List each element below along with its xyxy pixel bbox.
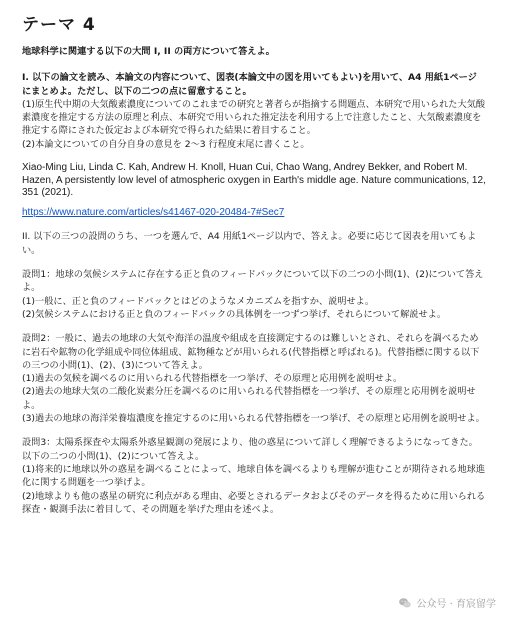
part2-heading: II. 以下の三つの設問のうち、一つを選んで、A4 用紙1ページ以内で、答えよ。必要に応じて図表を用いてもよい。 [22, 231, 477, 256]
question-2-sub-1: (1)過去の気候を調べるのに用いられる代替指標を一つ挙げ、その原理と応用例を説明せよ。 [22, 373, 403, 385]
question-3-sub-2: (2)地球よりも他の惑星の研究に利点がある理由、必要とされるデータおよびそのデータを得るために用いられる探査・観測手法に着目して、その問題を挙げた理由を述べよ。 [22, 490, 486, 515]
watermark-text: 公众号 · 育宸留学 [416, 599, 496, 610]
reference-citation: Xiao-Ming Liu, Linda C. Kah, Andrew H. Knoll, Huan Cui, Chao Wang, Andrey Bekker, and Robert M. Hazen, A persistently low level of atmospheric oxygen in Earth's middle age. Nature communications, 12, 351 (2021). [22, 162, 486, 199]
question-3-sub-1: (1)将来的に地球以外の惑星を調べることによって、地球自体を調べるよりも理解が進むことが期待される地球進化に関する問題を一つ挙げよ。 [22, 463, 486, 489]
part1-item-1: (1)原生代中期の大気酸素濃度についてのこれまでの研究と著者らが指摘する問題点、本研究で用いられた大気酸素濃度を推定する方法の原理と利点、本研究で用いられた推定法を利用する上で注意したこと、大気酸素濃度を推定する際にされた仮定および本研究で得られた結果に着目すること。 [22, 98, 486, 137]
intro-text: 地球科学に関連する以下の大問 I, II の両方について答えよ。 [22, 46, 275, 57]
reference-link[interactable]: https://www.nature.com/articles/s41467-020-20484-7#Sec7 [22, 206, 285, 218]
watermark [394, 593, 500, 612]
part1-item-2: (2)本論文についての自分自身の意見を 2～3 行程度末尾に書くこと。 [22, 138, 310, 150]
question-2: 設問2：一般に、過去の地球の大気や海洋の温度や組成を直接測定するのは難しいとされ、それらを調べるために岩石や鉱物の化学組成や同位体組成、鉱物種などが用いられる(代替指標と呼ばれる)。代替指標に関する以下の三つの小問(1)、(2)、(3)について答えよ。 [22, 333, 480, 371]
question-3: 設問3：太陽系探査や太陽系外惑星観測の発展により、他の惑星について詳しく理解できるようになってきた。以下の二つの小問(1)、(2)について答えよ。 [22, 437, 478, 462]
question-2-sub-3: (3)過去の地球の海洋栄養塩濃度を推定するのに用いられる代替指標を一つ挙げ、その原理と応用例を説明せよ。 [22, 413, 485, 425]
part1-heading: I. 以下の論文を読み、本論文の内容について、図表(本論文中の図を用いてもよい)を用いて、A4 用紙1ページにまとめよ。ただし、以下の二つの点に留意すること。 [22, 72, 477, 97]
question-1-sub-1: (1)一般に、正と負のフィードバックとはどのようなメカニズムを指すか、説明せよ。 [22, 295, 375, 307]
question-1: 設問1：地球の気候システムに存在する正と負のフィードバックについて以下の二つの小問(1)、(2)について答えよ。 [22, 269, 484, 294]
page-title: テーマ 4 [22, 15, 96, 35]
question-2-sub-2: (2)過去の地球大気の二酸化炭素分圧を調べるのに用いられる代替指標を一つ挙げ、その原理と応用例を説明せよ。 [22, 386, 476, 411]
wechat-icon [398, 596, 412, 610]
question-1-sub-2: (2)気候システムにおける正と負のフィードバックの具体例を一つずつ挙げ、それらについて解説せよ。 [22, 308, 447, 320]
